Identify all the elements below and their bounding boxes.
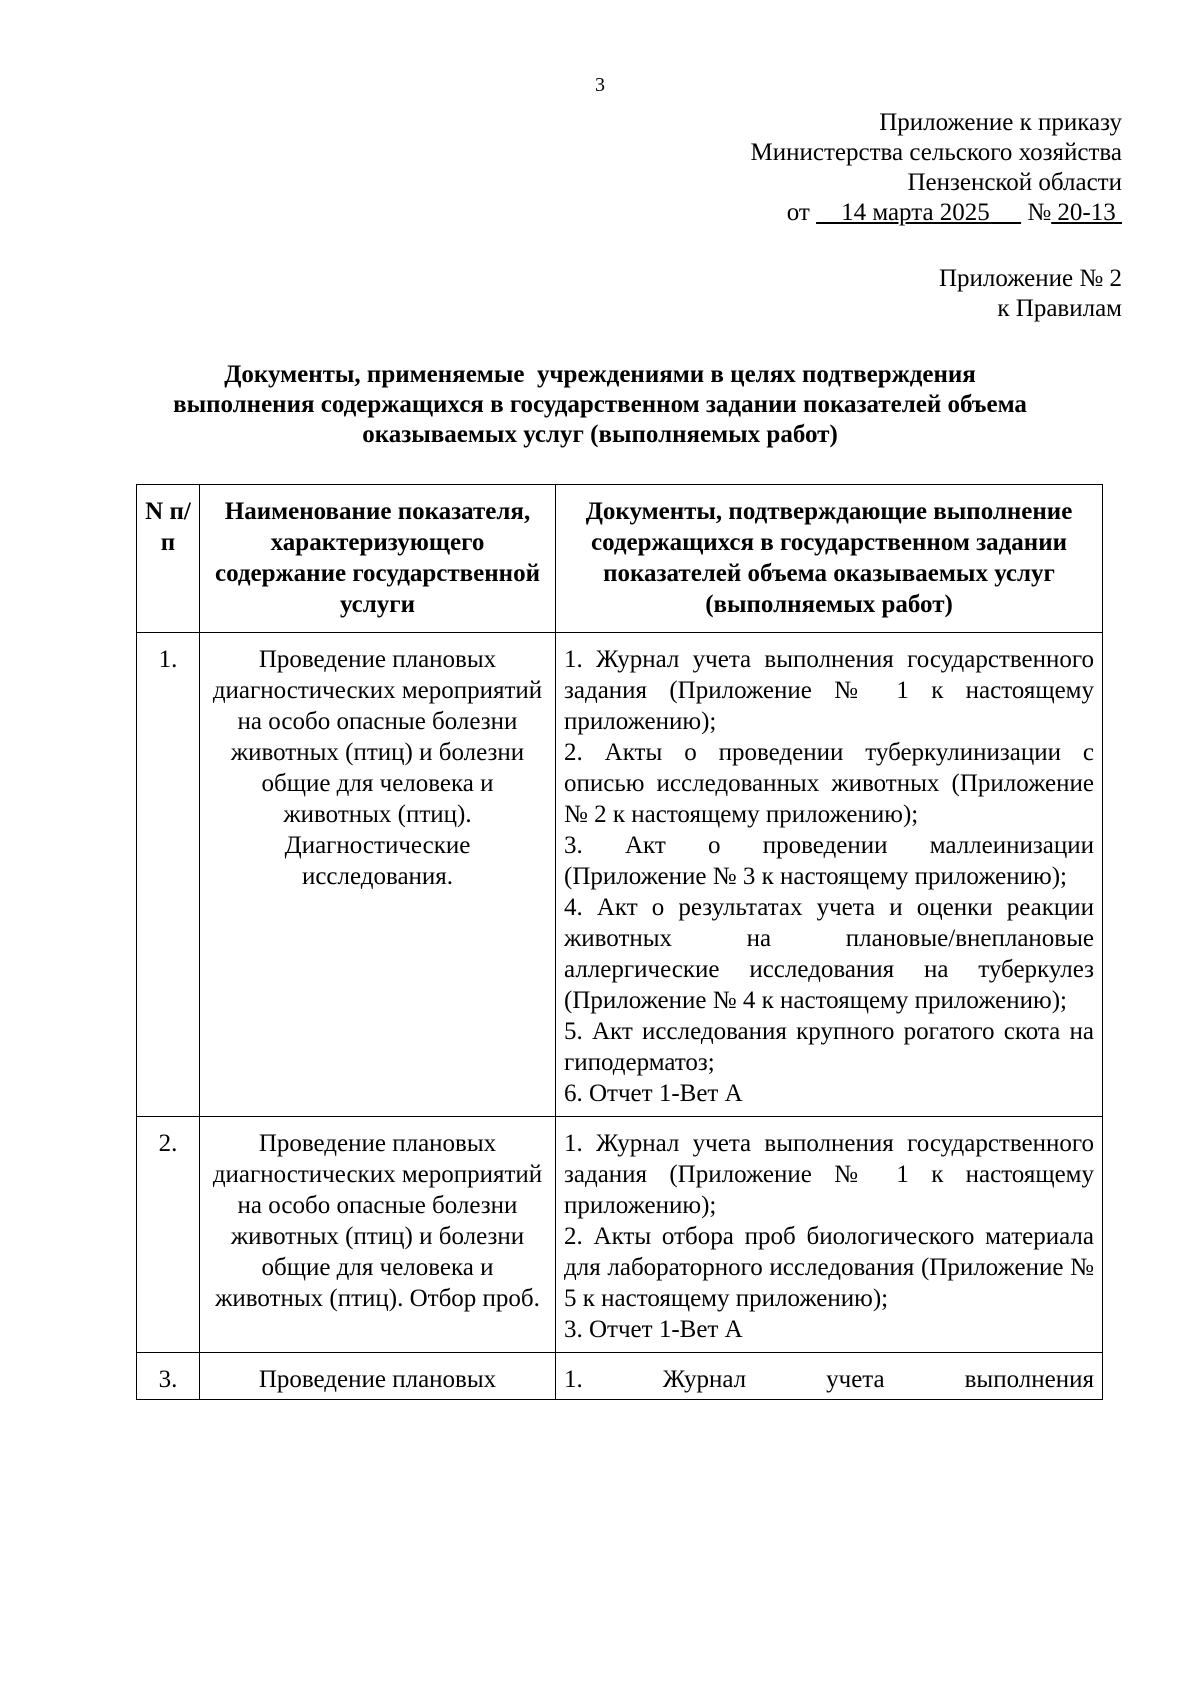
table-row bbox=[137, 1117, 1103, 1353]
table-row bbox=[137, 1353, 1103, 1400]
doc-item: 2. Акты отбора проб биологического материала для лабораторного исследования (Приложение № 5 к настоящему приложению); bbox=[564, 1223, 1094, 1312]
order-line bbox=[751, 198, 1122, 228]
doc-item: 1. Журнал учета выполнения государственного задания (Приложение № 1 к настоящему приложению); bbox=[564, 646, 1094, 735]
row-num: 2. bbox=[137, 1117, 200, 1353]
header-num: N п/п bbox=[137, 485, 200, 633]
row-docs bbox=[556, 1353, 1103, 1400]
row-num: 3. bbox=[137, 1353, 200, 1400]
page-number: 3 bbox=[595, 74, 605, 96]
doc-item: 2. Акты о проведении туберкулинизации с описью исследованных животных (Приложение № 2 к настоящему приложению); bbox=[564, 739, 1094, 828]
row-docs bbox=[556, 1117, 1103, 1353]
order-from-label: от bbox=[786, 199, 810, 226]
doc-item: 3. Отчет 1-Вет А bbox=[564, 1316, 743, 1343]
header-docs: Документы, подтверждающие выполнение содержащихся в государственном задании показателей объема оказываемых услуг (выполняемых работ) bbox=[556, 485, 1103, 633]
doc-item: 1. Журнал учета выполнения bbox=[564, 1366, 1094, 1393]
document-title bbox=[120, 360, 1080, 450]
title-line-1: Документы, применяемые учреждениями в целях подтверждения bbox=[224, 361, 976, 388]
row-name: Проведение плановых диагностических мероприятий на особо опасные болезни животных (птиц) и болезни общие для человека и животных (птиц). Отбор проб. bbox=[200, 1117, 556, 1353]
annex-line-2: к Правилам bbox=[997, 295, 1122, 322]
row-num: 1. bbox=[137, 633, 200, 1117]
row-name: Проведение плановых bbox=[200, 1353, 556, 1400]
annex-line-1: Приложение № 2 bbox=[938, 265, 1122, 292]
order-date: 14 марта 2025 bbox=[816, 199, 1022, 226]
doc-item: 5. Акт исследования крупного рогатого скота на гиподерматоз; bbox=[564, 1018, 1094, 1076]
doc-item: 4. Акт о результатах учета и оценки реакции животных на плановые/внеплановые аллергические исследования на туберкулез (Приложение № 4 к настоящему приложению); bbox=[564, 894, 1094, 1014]
header-line-3: Пензенской области bbox=[907, 169, 1122, 196]
documents-table bbox=[136, 484, 1103, 1400]
doc-item: 1. Журнал учета выполнения государственного задания (Приложение № 1 к настоящему приложению); bbox=[564, 1130, 1094, 1219]
table-row bbox=[137, 633, 1103, 1117]
doc-item: 6. Отчет 1-Вет А bbox=[564, 1080, 743, 1107]
annex-header bbox=[939, 264, 1122, 324]
order-header bbox=[751, 108, 1122, 228]
row-docs bbox=[556, 633, 1103, 1117]
title-line-2: выполнения содержащихся в государственном задании показателей объема bbox=[173, 391, 1027, 418]
order-number-label: № bbox=[1027, 199, 1052, 226]
table-header-row bbox=[137, 485, 1103, 633]
row-name: Проведение плановых диагностических мероприятий на особо опасные болезни животных (птиц) и болезни общие для человека и животных (птиц). Диагностические исследования. bbox=[200, 633, 556, 1117]
header-line-2: Министерства сельского хозяйства bbox=[750, 139, 1122, 166]
doc-item: 3. Акт о проведении маллеинизации (Приложение № 3 к настоящему приложению); bbox=[564, 832, 1094, 890]
header-name: Наименование показателя, характеризующего содержание государственной услуги bbox=[200, 485, 556, 633]
order-number: 20-13 bbox=[1051, 199, 1122, 226]
header-line-1: Приложение к приказу bbox=[879, 109, 1122, 136]
title-line-3: оказываемых услуг (выполняемых работ) bbox=[362, 421, 838, 448]
